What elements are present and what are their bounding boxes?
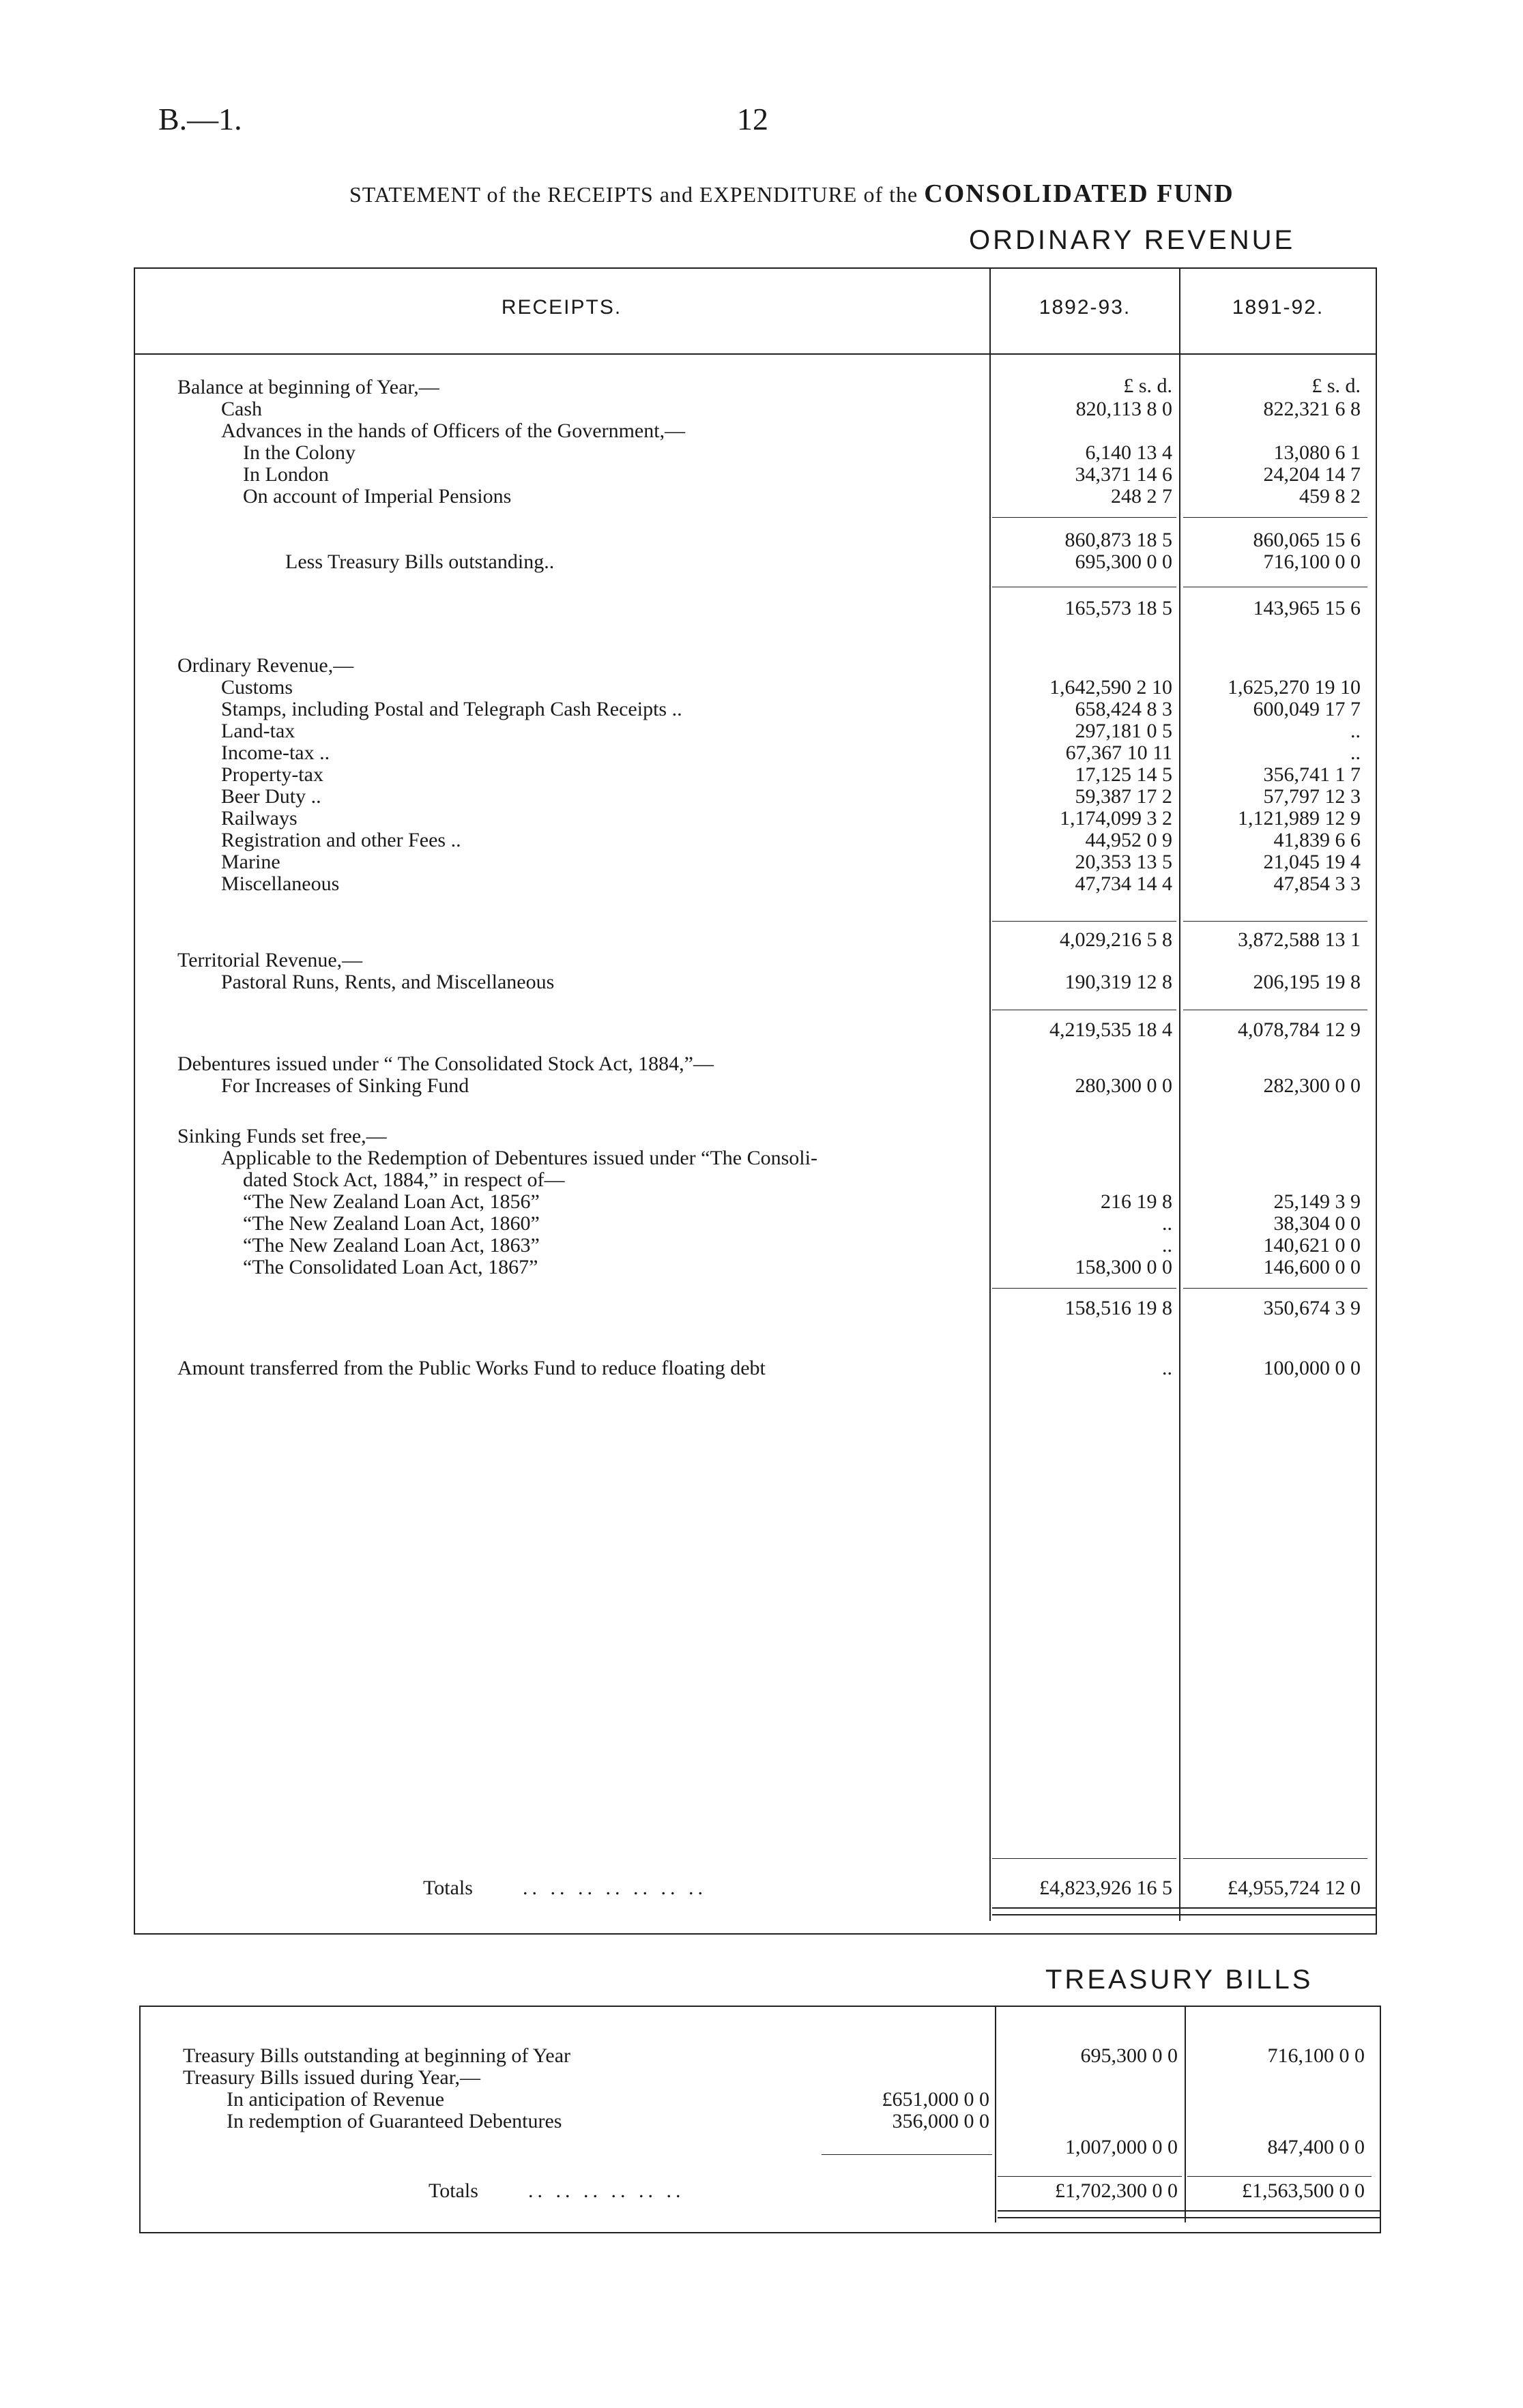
value-1892: 190,319 12 8	[1064, 971, 1172, 993]
value-1891: 57,797 12 3	[1263, 785, 1361, 808]
value-1891: 146,600 0 0	[1263, 1256, 1361, 1278]
value-1892: 860,873 18 5	[1064, 529, 1172, 551]
value-1892: ..	[1162, 1357, 1172, 1379]
value-1892: 1,642,590 2 10	[1049, 676, 1172, 699]
value-1892: 4,029,216 5 8	[1060, 928, 1172, 951]
value-1891: ..	[1350, 720, 1361, 742]
totals-rule	[1183, 1858, 1367, 1859]
value-1891: 282,300 0 0	[1263, 1074, 1361, 1097]
value-1892: 1,007,000 0 0	[1065, 2136, 1178, 2158]
row-label: In redemption of Guaranteed Debentures	[227, 2110, 562, 2132]
value-1892: 695,300 0 0	[1075, 550, 1172, 573]
value-1891: 716,100 0 0	[1263, 550, 1361, 573]
row-label: Debentures issued under “ The Consolidated Stock Act, 1884,”—	[177, 1053, 714, 1075]
value-1892: 59,387 17 2	[1075, 785, 1172, 808]
row-label: Beer Duty ..	[221, 785, 321, 808]
tb-right-rule	[1380, 2006, 1381, 2233]
value-1892: 695,300 0 0	[1080, 2044, 1178, 2067]
row-label: Property-tax	[221, 763, 323, 786]
value-1891: 350,674 3 9	[1263, 1297, 1361, 1319]
treasury-bills-title: TREASURY BILLS	[1045, 1965, 1314, 1995]
row-label: Pastoral Runs, Rents, and Miscellaneous	[221, 971, 555, 993]
row-label: Sinking Funds set free,—	[177, 1125, 387, 1147]
value-1891: ..	[1350, 742, 1361, 764]
value-1892: 158,300 0 0	[1075, 1256, 1172, 1278]
row-label: On account of Imperial Pensions	[243, 485, 512, 508]
row-label: For Increases of Sinking Fund	[221, 1074, 469, 1097]
row-label: Territorial Revenue,—	[177, 949, 363, 971]
row-label: Miscellaneous	[221, 872, 340, 895]
value-1891: 100,000 0 0	[1263, 1357, 1361, 1379]
totals-double-rule	[992, 1907, 1376, 1909]
value-1891: 206,195 19 8	[1253, 971, 1361, 993]
sub-amount: 356,000 0 0	[892, 2110, 989, 2132]
row-label: “The New Zealand Loan Act, 1860”	[243, 1212, 540, 1235]
row-label: In London	[243, 463, 329, 486]
value-1892: 6,140 13 4	[1085, 441, 1172, 464]
tb-top-rule	[139, 2006, 1381, 2007]
subtotal-rule	[992, 517, 1176, 518]
row-label: Customs	[221, 676, 293, 699]
totals-rule	[992, 1858, 1176, 1859]
row-label: “The Consolidated Loan Act, 1867”	[243, 1256, 538, 1278]
tb-col-divider-1	[995, 2006, 996, 2222]
page-number: 12	[737, 102, 768, 136]
sub-amount: £651,000 0 0	[882, 2088, 989, 2111]
row-label: “The New Zealand Loan Act, 1863”	[243, 1234, 540, 1257]
table-top-rule	[134, 267, 1377, 269]
tb-subtotal-rule	[998, 2176, 1182, 2177]
tb-left-rule	[139, 2006, 141, 2233]
value-1891: 459 8 2	[1299, 485, 1361, 508]
value-1892: 248 2 7	[1111, 485, 1172, 508]
value-1892: 17,125 14 5	[1075, 763, 1172, 786]
value-1891: 25,149 3 9	[1273, 1190, 1361, 1213]
value-1891: 13,080 6 1	[1273, 441, 1361, 464]
row-label: Balance at beginning of Year,—	[177, 376, 439, 398]
row-label: Land-tax	[221, 720, 295, 742]
document-reference: B.—1.	[158, 102, 242, 136]
row-label: “The New Zealand Loan Act, 1856”	[243, 1190, 540, 1213]
value-1891: 600,049 17 7	[1253, 698, 1361, 720]
totals-label: Totals	[423, 1877, 473, 1899]
value-1891: 356,741 1 7	[1263, 763, 1361, 786]
subtotal-rule	[1183, 921, 1367, 922]
tb-sub-rule	[822, 2154, 992, 2155]
subtotal-rule	[1183, 517, 1367, 518]
row-label: Amount transferred from the Public Works Fund to reduce floating debt	[177, 1357, 766, 1379]
row-label: dated Stock Act, 1884,” in respect of—	[243, 1169, 565, 1191]
row-label: Less Treasury Bills outstanding..	[285, 550, 555, 573]
row-label: Stamps, including Postal and Telegraph Cash Receipts ..	[221, 698, 682, 720]
value-1891: 822,321 6 8	[1263, 398, 1361, 420]
value-1891: 38,304 0 0	[1273, 1212, 1361, 1235]
subtotal-rule	[1183, 1288, 1367, 1289]
value-1891: 1,121,989 12 9	[1238, 807, 1361, 829]
value-1891: 4,078,784 12 9	[1238, 1018, 1361, 1041]
tb-double-rule	[998, 2210, 1380, 2212]
statement-heading	[349, 179, 1234, 209]
value-1892: 20,353 13 5	[1075, 851, 1172, 873]
value-1892: 67,367 10 11	[1065, 742, 1172, 764]
value-1892: ..	[1162, 1212, 1172, 1235]
row-label: Ordinary Revenue,—	[177, 654, 354, 677]
tb-bottom-rule	[139, 2232, 1381, 2233]
value-1891: 716,100 0 0	[1267, 2044, 1365, 2067]
row-label: Cash	[221, 398, 262, 420]
subtotal-rule	[992, 921, 1176, 922]
value-1892: 280,300 0 0	[1075, 1074, 1172, 1097]
totals-1892: £4,823,926 16 5	[1039, 1877, 1172, 1899]
col-divider-1	[989, 267, 991, 1921]
year-1891-header: 1891-92.	[1232, 296, 1324, 319]
totals-1891: £4,955,724 12 0	[1228, 1877, 1361, 1899]
year-1892-header: 1892-93.	[1039, 296, 1131, 319]
value-1891: 24,204 14 7	[1263, 463, 1361, 486]
statement-title: CONSOLIDATED FUND	[924, 179, 1234, 208]
value-1892: 1,174,099 3 2	[1060, 807, 1172, 829]
tb-subtotal-rule	[1187, 2176, 1372, 2177]
value-1892: 34,371 14 6	[1075, 463, 1172, 486]
value-1892: 658,424 8 3	[1075, 698, 1172, 720]
value-1892: 4,219,535 18 4	[1049, 1018, 1172, 1041]
row-label: Railways	[221, 807, 298, 829]
leader-dots: .. .. .. .. .. ..	[528, 2179, 685, 2202]
value-1891: 847,400 0 0	[1267, 2136, 1365, 2158]
value-1891: 3,872,588 13 1	[1238, 928, 1361, 951]
currency-units-1891: £ s. d.	[1311, 375, 1361, 397]
row-label: Treasury Bills outstanding at beginning of Year	[183, 2044, 571, 2067]
value-1891: 41,839 6 6	[1273, 829, 1361, 851]
table-bottom-rule	[134, 1933, 1377, 1935]
value-1891: 47,854 3 3	[1273, 872, 1361, 895]
value-1892: 216 19 8	[1101, 1190, 1172, 1213]
value-1892: 297,181 0 5	[1075, 720, 1172, 742]
table-left-rule	[134, 267, 135, 1935]
row-label: Advances in the hands of Officers of the Government,—	[221, 420, 686, 442]
col-divider-2	[1179, 267, 1180, 1921]
subtotal-rule	[992, 1288, 1176, 1289]
row-label: Income-tax ..	[221, 742, 330, 764]
value-1891: 140,621 0 0	[1263, 1234, 1361, 1257]
leader-dots: .. .. .. .. .. .. ..	[523, 1877, 707, 1899]
value-1892: 165,573 18 5	[1064, 597, 1172, 619]
value-1891: 860,065 15 6	[1253, 529, 1361, 551]
row-label: Treasury Bills issued during Year,—	[183, 2066, 481, 2089]
value-1892: 820,113 8 0	[1075, 398, 1172, 420]
ordinary-revenue-title: ORDINARY REVENUE	[969, 225, 1296, 255]
value-1892: 44,952 0 9	[1085, 829, 1172, 851]
tb-totals-1892: £1,702,300 0 0	[1055, 2179, 1178, 2202]
value-1891: 1,625,270 19 10	[1228, 676, 1361, 699]
tb-col-divider-2	[1185, 2006, 1186, 2222]
tb-totals-label: Totals	[429, 2179, 478, 2202]
receipts-column-header: RECEIPTS.	[501, 296, 622, 319]
row-label: In anticipation of Revenue	[227, 2088, 445, 2111]
statement-prefix: STATEMENT of the RECEIPTS and EXPENDITURE of the	[349, 182, 918, 207]
tb-double-rule	[998, 2217, 1380, 2218]
row-label: In the Colony	[243, 441, 356, 464]
value-1892: 158,516 19 8	[1064, 1297, 1172, 1319]
totals-double-rule	[992, 1914, 1376, 1915]
value-1891: 21,045 19 4	[1263, 851, 1361, 873]
row-label: Marine	[221, 851, 280, 873]
row-label: Applicable to the Redemption of Debentures issued under “The Consoli-	[221, 1147, 817, 1169]
value-1891: 143,965 15 6	[1253, 597, 1361, 619]
row-label: Registration and other Fees ..	[221, 829, 461, 851]
value-1892: ..	[1162, 1234, 1172, 1257]
value-1892: 47,734 14 4	[1075, 872, 1172, 895]
header-bottom-rule	[134, 353, 1377, 355]
currency-units-1892: £ s. d.	[1123, 375, 1172, 397]
tb-totals-1891: £1,563,500 0 0	[1242, 2179, 1365, 2202]
table-right-rule	[1376, 267, 1377, 1935]
